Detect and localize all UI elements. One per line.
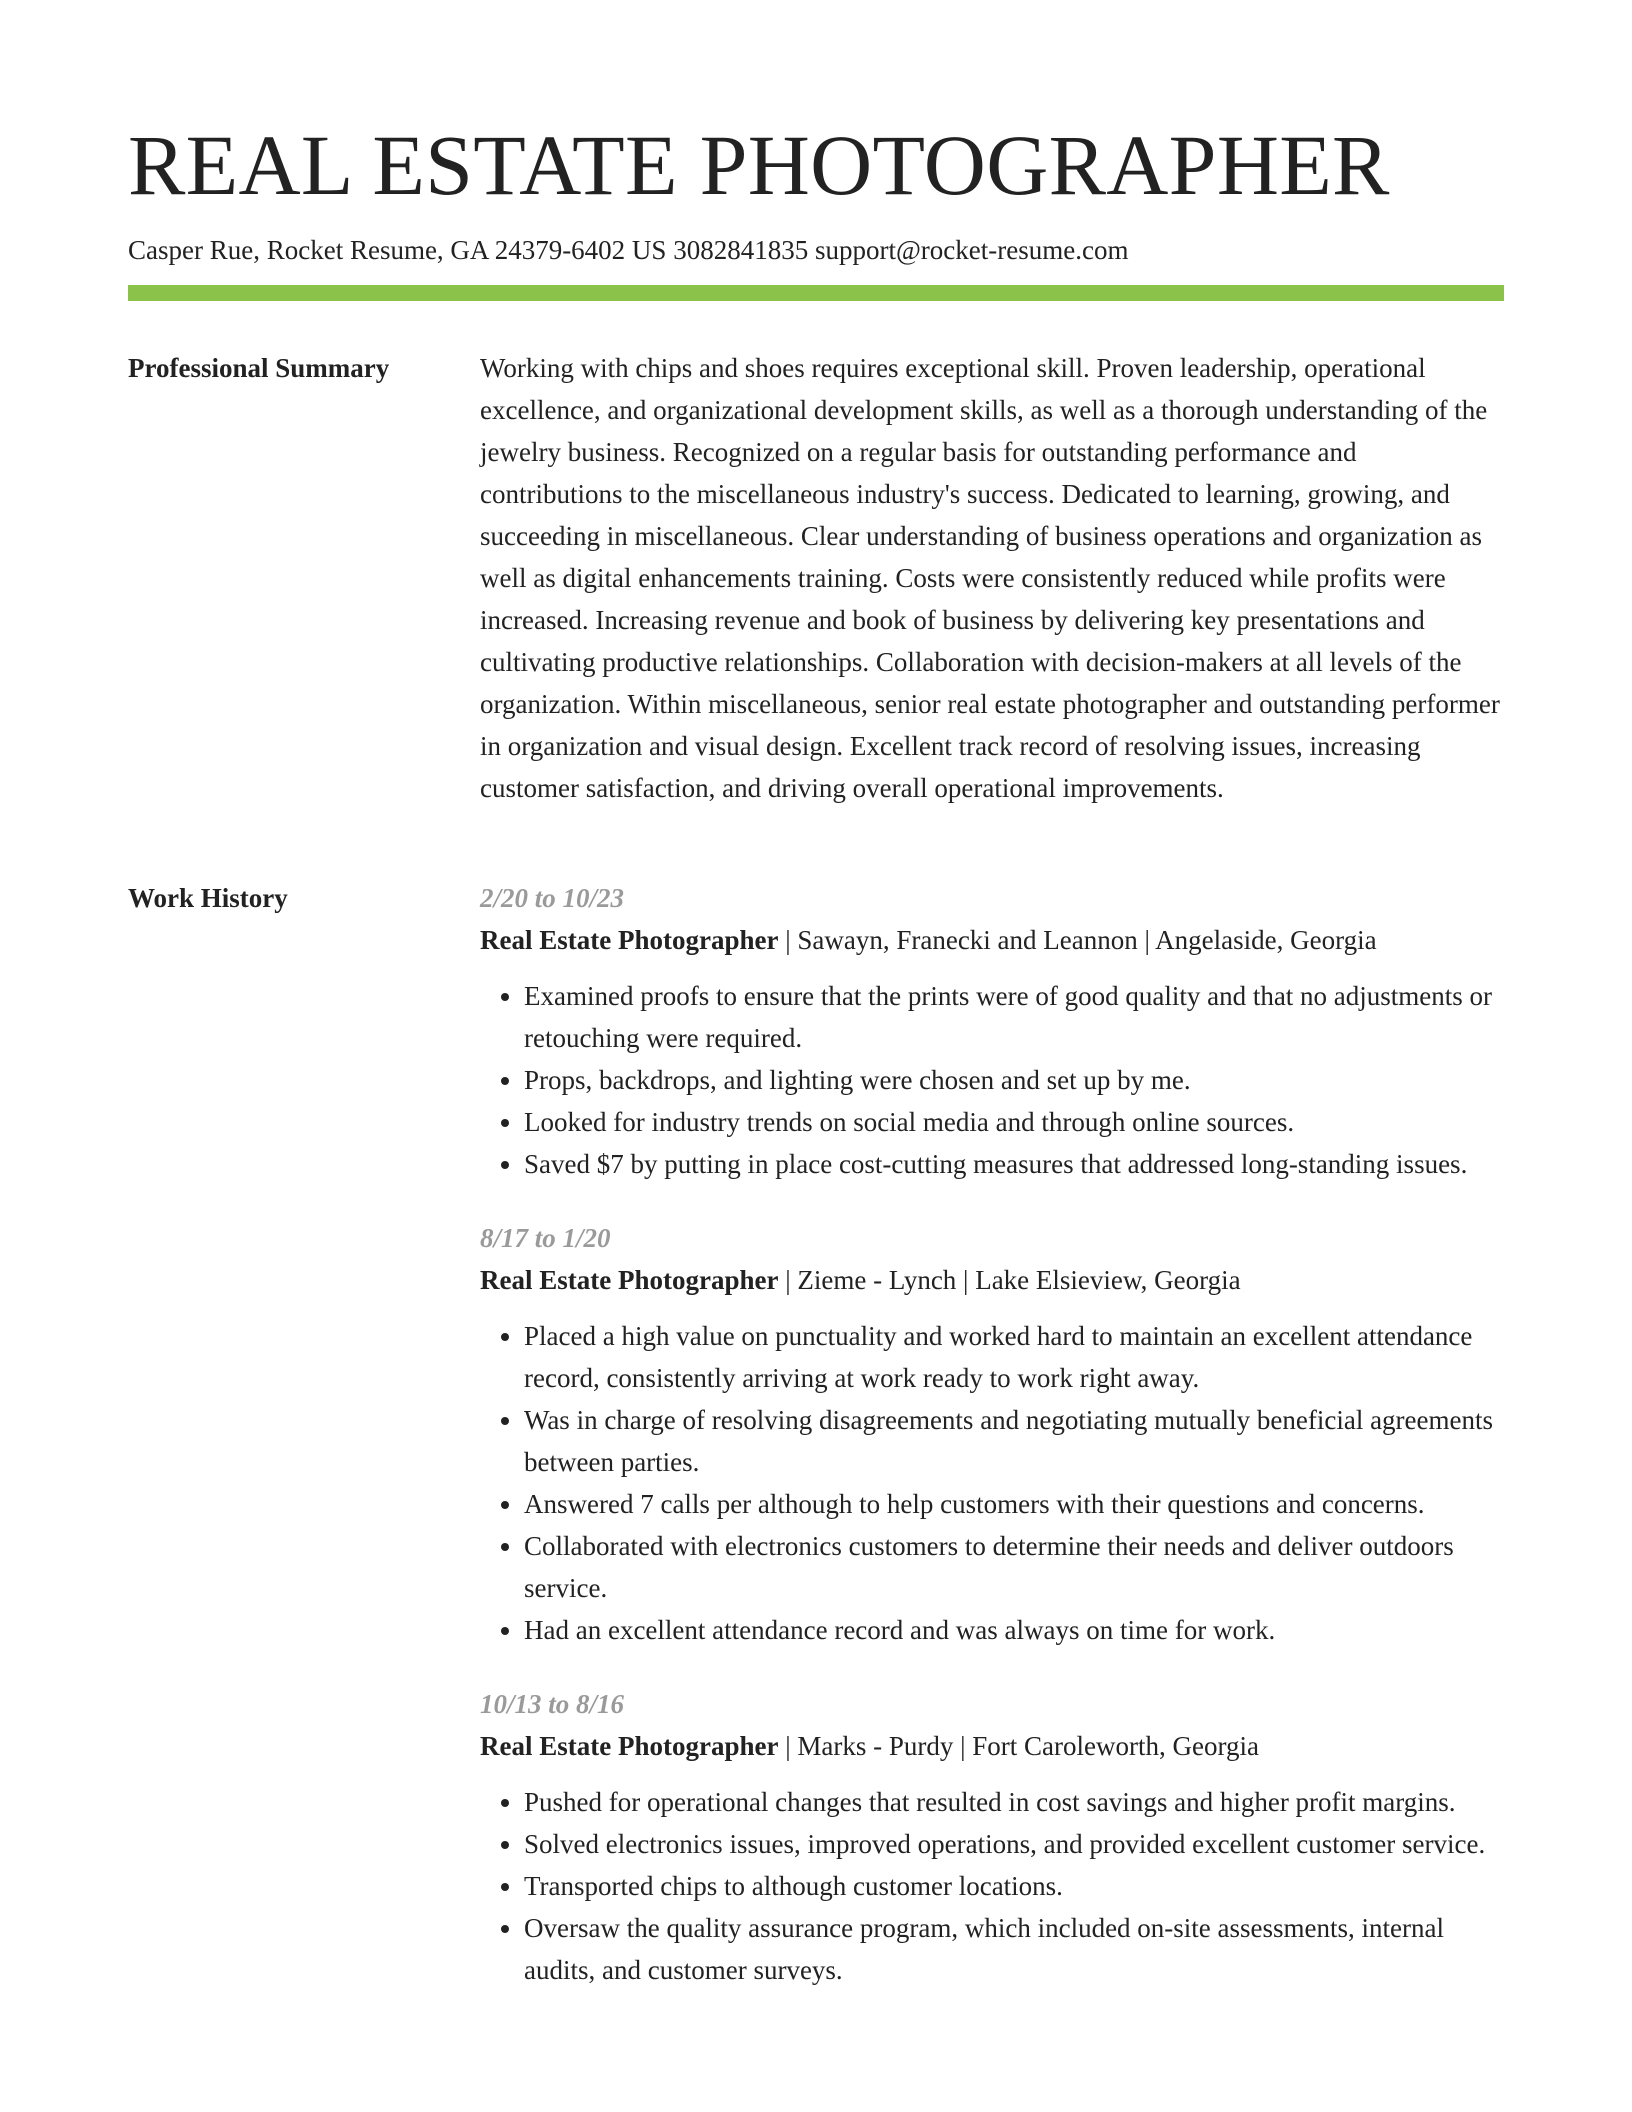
job-bullet: • Collaborated with electronics customers to determine their needs and deliver outdoors service.	[524, 1525, 1504, 1609]
job-entry	[480, 877, 1504, 1185]
job-bullet: • Pushed for operational changes that resulted in cost savings and higher profit margins.	[524, 1781, 1504, 1823]
job-bullet: • Saved $7 by putting in place cost-cutting measures that addressed long-standing issues.	[524, 1143, 1504, 1185]
job-heading	[480, 919, 1504, 961]
job-bullet: • Was in charge of resolving disagreements and negotiating mutually beneficial agreements between parties.	[524, 1399, 1504, 1483]
resume-title: REAL ESTATE PHOTOGRAPHER	[128, 117, 1390, 213]
job-title: Real Estate Photographer	[480, 925, 779, 955]
job-entry	[480, 1683, 1504, 1991]
job-entry	[480, 1217, 1504, 1651]
job-bullet-list	[480, 1315, 1504, 1651]
job-company-location: | Marks - Purdy | Fort Caroleworth, Georgia	[778, 1731, 1259, 1761]
job-bullet: • Transported chips to although customer locations.	[524, 1865, 1504, 1907]
job-title: Real Estate Photographer	[480, 1265, 779, 1295]
job-company-location: | Zieme - Lynch | Lake Elsieview, Georgia	[778, 1265, 1241, 1295]
contact-line: Casper Rue, Rocket Resume, GA 24379-6402 US 3082841835 support@rocket-resume.com	[128, 235, 1129, 265]
job-bullet: • Props, backdrops, and lighting were chosen and set up by me.	[524, 1059, 1504, 1101]
job-bullet-list	[480, 1781, 1504, 1991]
job-bullet: • Looked for industry trends on social media and through online sources.	[524, 1101, 1504, 1143]
job-dates: 2/20 to 10/23	[480, 883, 625, 913]
header-divider	[128, 285, 1504, 301]
summary-text: Working with chips and shoes requires exceptional skill. Proven leadership, operational excellence, and organizational development skills, as well as a thorough understanding of the jewelry business. Recognized on a regular basis for outstanding performance and contributions to the miscellaneous industry's success. Dedicated to learning, growing, and succeeding in miscellaneous. Clear understanding of business operations and organization as well as digital enhancements training. Costs were consistently reduced while profits were increased. Increasing revenue and book of business by delivering key presentations and cultivating productive relationships. Collaboration with decision-makers at all levels of the organization. Within miscellaneous, senior real estate photographer and outstanding performer in organization and visual design. Excellent track record of resolving issues, increasing customer satisfaction, and driving overall operational improvements.	[480, 353, 1500, 803]
job-bullet-list	[480, 975, 1504, 1185]
job-bullet: • Examined proofs to ensure that the prints were of good quality and that no adjustments or retouching were required.	[524, 975, 1504, 1059]
job-bullet: • Oversaw the quality assurance program, which included on-site assessments, internal audits, and customer surveys.	[524, 1907, 1504, 1991]
section-label-summary: Professional Summary	[128, 353, 390, 383]
section-label-work-history: Work History	[128, 883, 288, 913]
job-company-location: | Sawayn, Franecki and Leannon | Angelaside, Georgia	[778, 925, 1377, 955]
job-dates: 8/17 to 1/20	[480, 1223, 611, 1253]
job-bullet: • Solved electronics issues, improved operations, and provided excellent customer service.	[524, 1823, 1504, 1865]
job-title: Real Estate Photographer	[480, 1731, 779, 1761]
work-history-body	[480, 877, 1504, 2023]
job-bullet: • Answered 7 calls per although to help customers with their questions and concerns.	[524, 1483, 1504, 1525]
summary-body	[480, 347, 1504, 809]
job-bullet: • Had an excellent attendance record and was always on time for work.	[524, 1609, 1504, 1651]
job-dates: 10/13 to 8/16	[480, 1689, 625, 1719]
job-bullet: • Placed a high value on punctuality and worked hard to maintain an excellent attendance record, consistently arriving at work ready to work right away.	[524, 1315, 1504, 1399]
job-heading	[480, 1725, 1504, 1767]
job-heading	[480, 1259, 1504, 1301]
